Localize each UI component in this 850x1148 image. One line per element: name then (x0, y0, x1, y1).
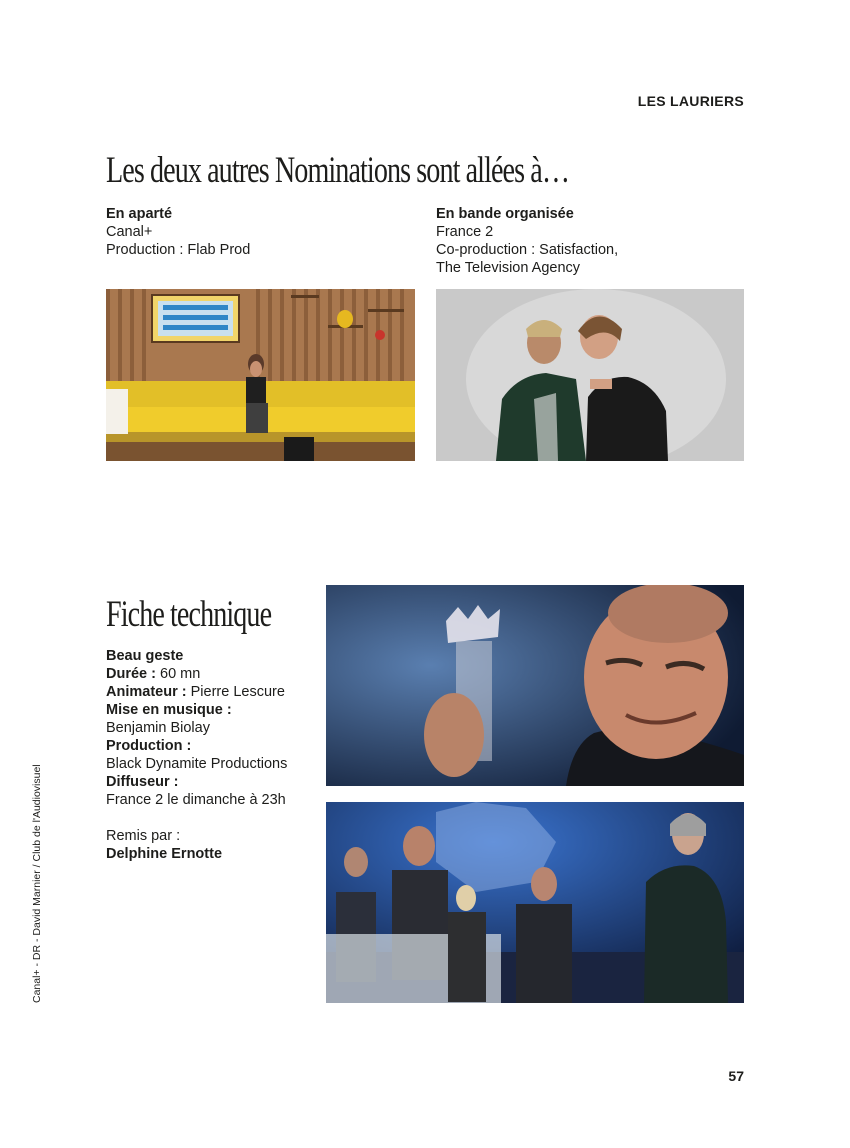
nomination-en-aparte (106, 205, 250, 259)
section-label: LES LAURIERS (637, 93, 744, 109)
animateur-value: Pierre Lescure (190, 684, 285, 700)
animateur-line (106, 683, 287, 701)
production-value: Black Dynamite Productions (106, 756, 288, 772)
musique-value: Benjamin Biolay (106, 720, 210, 736)
remis-par-label: Remis par : (106, 828, 181, 844)
nomination-title: En bande organisée (436, 206, 574, 222)
nomination-title: En aparté (106, 206, 173, 222)
photo-credit: Canal+ - DR - David Marnier / Club de l'Audiovisuel (31, 764, 43, 1003)
diffuseur-value: France 2 le dimanche à 23h (106, 792, 286, 808)
duree-line (106, 665, 287, 683)
fiche-technique (106, 647, 287, 863)
duree-value: 60 mn (160, 666, 201, 682)
nomination-production-cont: The Television Agency (436, 260, 581, 276)
remis-par-value: Delphine Ernotte (106, 846, 223, 862)
fiche-technique-title: Fiche technique (106, 594, 272, 635)
nomination-production: Co-production : Satisfaction, (436, 242, 619, 258)
nomination-production: Production : Flab Prod (106, 242, 251, 258)
nomination-en-bande-organisee (436, 205, 618, 277)
production-label: Production : (106, 738, 192, 754)
page-number: 57 (728, 1068, 744, 1084)
duree-label: Durée : (106, 666, 156, 682)
animateur-label: Animateur : (106, 684, 187, 700)
photo-en-aparte-set (106, 289, 415, 461)
nomination-channel: Canal+ (106, 224, 153, 240)
photo-trophy-closeup (326, 585, 744, 786)
photo-ceremony-stage (326, 802, 744, 1003)
diffuseur-label: Diffuseur : (106, 774, 179, 790)
musique-label: Mise en musique : (106, 702, 232, 718)
nominations-title: Les deux autres Nominations sont allées à… (106, 150, 570, 191)
spacer (106, 809, 287, 827)
nomination-channel: France 2 (436, 224, 494, 240)
photo-en-bande-organisee-duo (436, 289, 744, 461)
show-title: Beau geste (106, 648, 184, 664)
